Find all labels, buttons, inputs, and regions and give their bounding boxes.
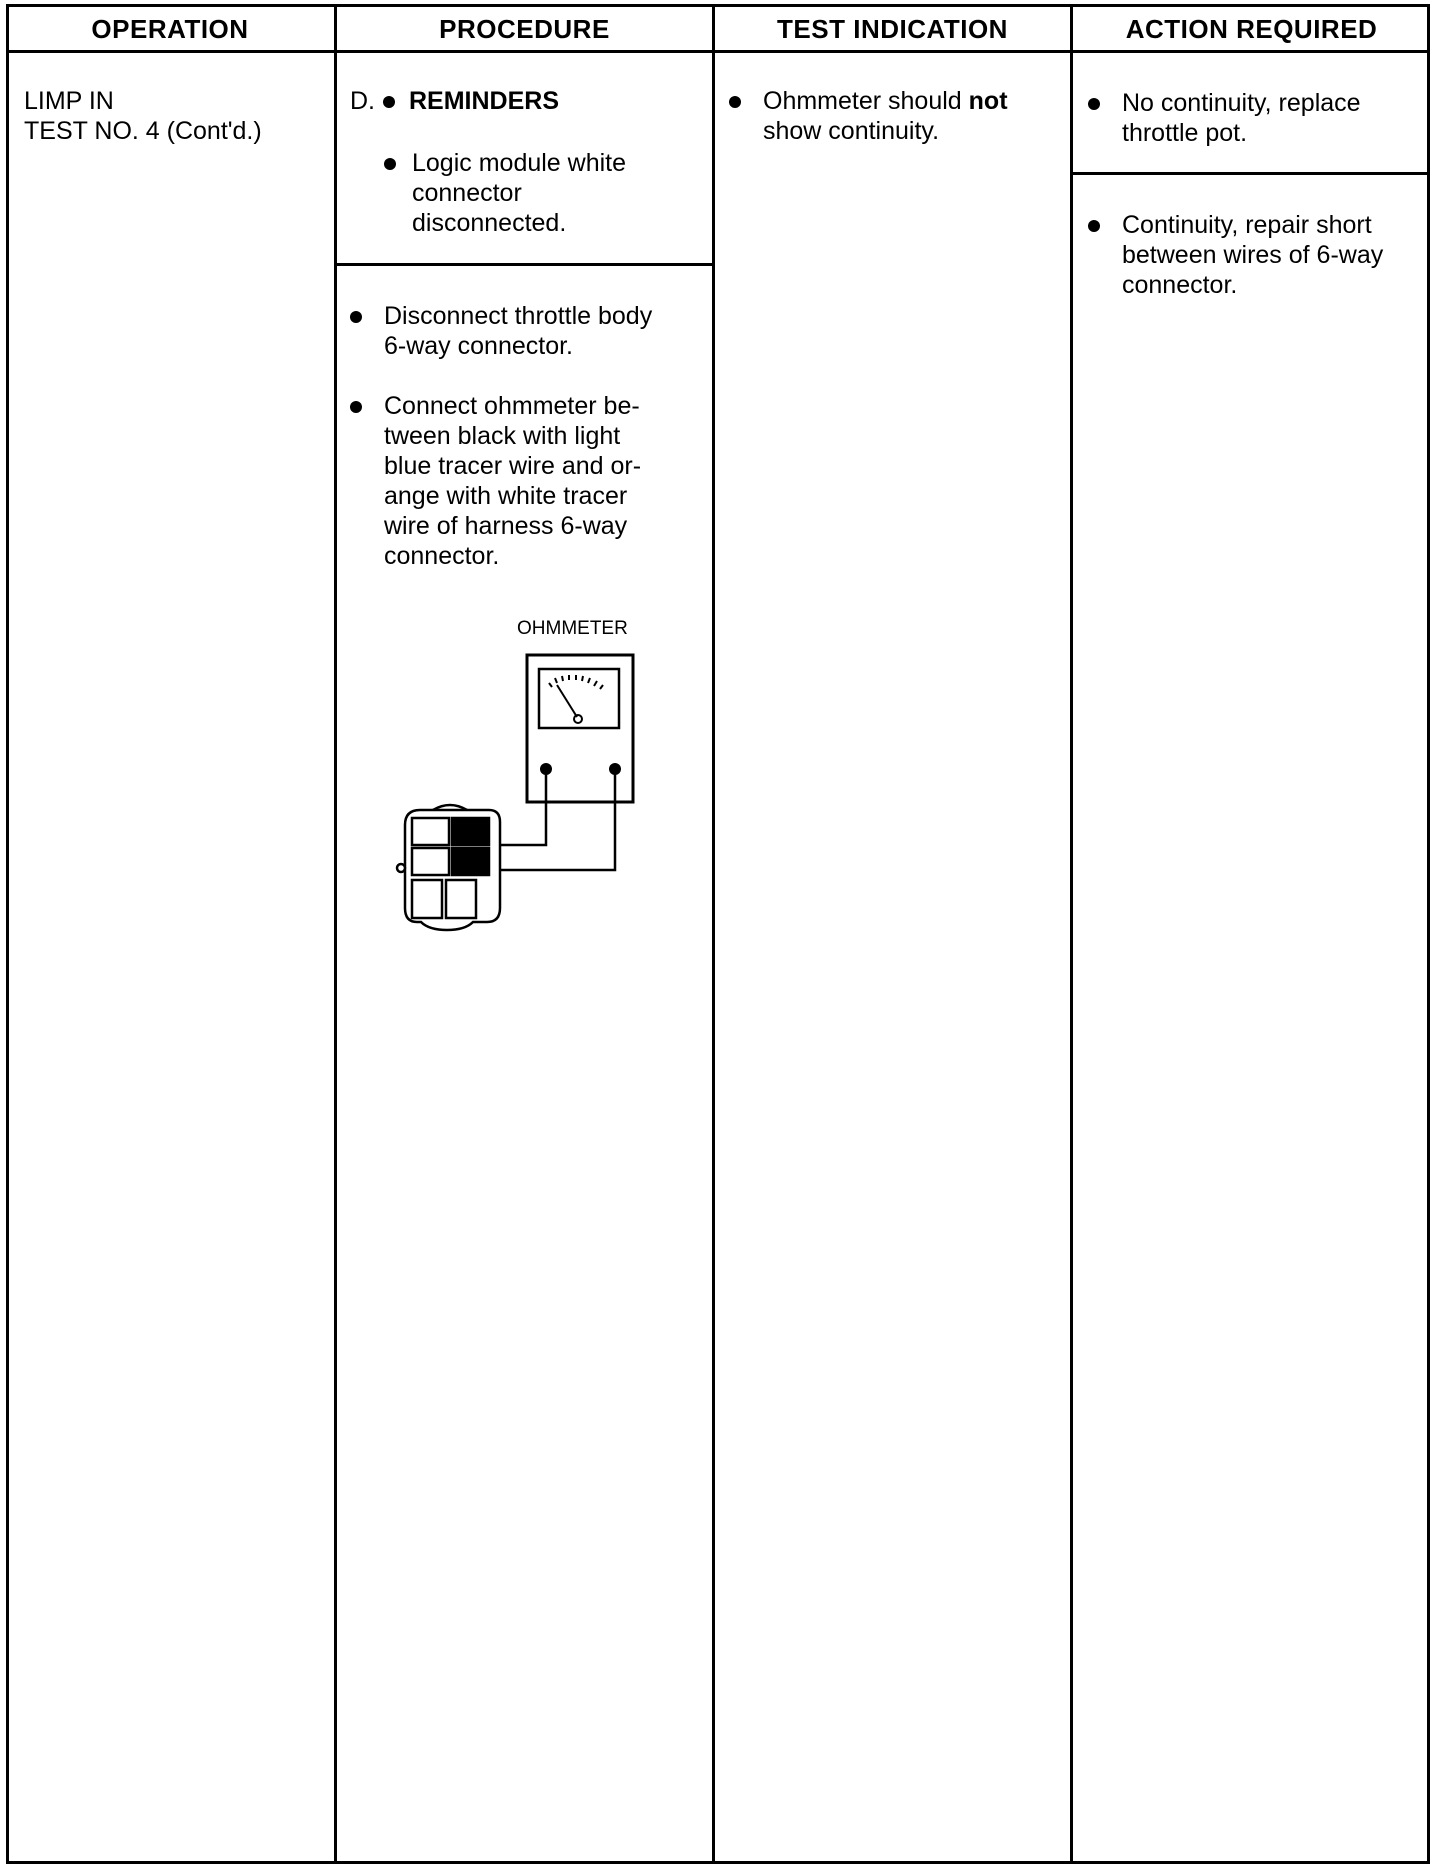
header-operation: OPERATION xyxy=(91,13,249,44)
operation-line1: LIMP IN xyxy=(24,87,114,115)
bullet-icon xyxy=(1088,98,1100,110)
action-divider xyxy=(1070,172,1430,175)
diagram-label: OHMMETER xyxy=(517,618,628,639)
bullet-icon xyxy=(383,96,395,108)
connector-icon xyxy=(397,805,500,930)
step-prefix: D. xyxy=(350,87,375,115)
reminders-divider xyxy=(334,263,712,266)
ohmmeter-diagram xyxy=(395,640,655,940)
bullet-icon xyxy=(350,311,362,323)
operation-line2: TEST NO. 4 (Cont'd.) xyxy=(24,117,262,145)
bullet-icon xyxy=(1088,220,1100,232)
bullet-icon xyxy=(350,401,362,413)
column-divider xyxy=(334,4,337,1864)
header-test-indication: TEST INDICATION xyxy=(777,13,1008,44)
header-action-required: ACTION REQUIRED xyxy=(1125,13,1378,44)
bullet-icon xyxy=(384,158,396,170)
ohmmeter-icon xyxy=(527,655,633,802)
column-divider xyxy=(712,4,715,1864)
test-lead-wires xyxy=(497,769,615,870)
header-procedure: PROCEDURE xyxy=(439,13,610,44)
test-indication-item: Ohmmeter should not show continuity. xyxy=(729,86,1008,146)
reminders-heading xyxy=(350,86,559,116)
procedure-step: Disconnect throttle body 6-way connector. xyxy=(350,301,652,361)
header-divider xyxy=(6,50,1430,53)
column-divider xyxy=(1070,4,1073,1864)
reminders-title: REMINDERS xyxy=(409,87,560,115)
reminder-item: Logic module white connector disconnected. xyxy=(384,148,626,238)
procedure-step: Connect ohmmeter be- tween black with light blue tracer wire and or- ange with white tracer wire of harness 6-way connector. xyxy=(350,391,641,571)
action-item: No continuity, replace throttle pot. xyxy=(1088,88,1361,148)
bullet-icon xyxy=(729,96,741,108)
action-item: Continuity, repair short between wires of 6-way connector. xyxy=(1088,210,1383,300)
